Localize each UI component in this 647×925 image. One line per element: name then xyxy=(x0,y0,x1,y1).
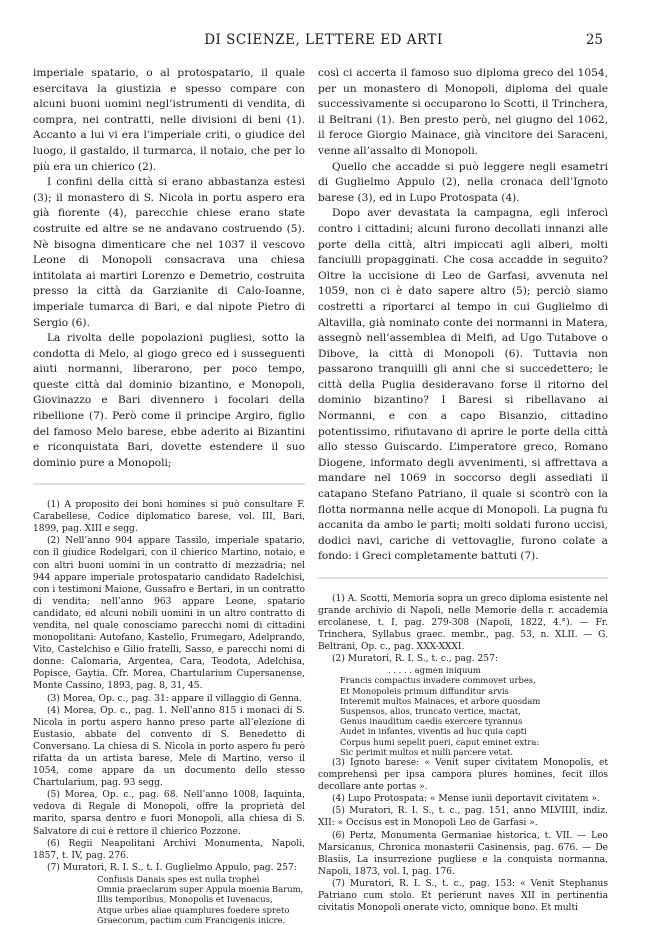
body-paragraph: Dopo aver devastata la campagna, egli inferocì contro i cittadini; alcuni furono decollati innanzi alle porte della città, altri impiccati agli alberi, molti fanciulli propagginati. Che cosa accadde in seguito? Oltre la uccisione di Leo de Garfasi, avvenuta nel 1059, non ci è dato sapere altro (5); perciò siamo costretti a riportarci al tempo in cui Guglielmo di Altavilla, già nominato conte dei normanni in Matera, assegnò nell’assemblea di Melfi, ad Ugo Tutabove o Dibove, la città di Monopoli (6). Tuttavia non passarono tranquilli gli anni che si succedettero; le città della Puglia desideravano forse il ritorno del dominio bizantino? I Baresi si ribellavano ai Normanni, e con a capo Bisanzio, cittadino potentissimo, rifiutavano di aprire le porte della città allo stesso Guiscardo. L’imperatore greco, Romano Diogene, informato degli avvenimenti, si affrettava a mandare nel 1069 in soccorso degli assediati il catapano Stefano Patriano, il quale si scontrò con la flotta normanna nelle acque di Monopoli. La pugna fu accanita da ambo le parti; molti soldati furono uccisi, dodici navi, cariche di vettovaglie, furono colate a fondo: i Greci completamente battuti (7). xyxy=(318,207,608,563)
verse-line: Confusis Danais spes est nulla tropheì xyxy=(97,873,260,884)
body-paragraph: La rivolta delle popolazioni pugliesi, sotto la condotta di Melo, al giogo greco ed i susseguenti aiuti normanni, liberarono, per poco tempo, queste città dal dominio bizantino, e Monopoli, Giovinazzo e Bari divennero i focolari della ribellione (7). Però come il principe Argiro, figlio del famoso Melo barese, ebbe aderito ai Bizantini e riconquistata Bari, dovette estendere il suo dominio pure a Monopoli; xyxy=(33,332,305,469)
verse-quotation xyxy=(33,874,305,925)
verse-quotation xyxy=(318,665,608,757)
footnote: (5) Morea, Op. c., pag. 68. Nell’anno 1008, Iaquinta, vedova di Regale di Monopoli, offre la proprietà del marito, sparsa dentro e fuori Monopoli, alla chiesa di S. Salvatore di cui è rettore il chierico Pozzone. xyxy=(33,790,305,837)
footnote: (6) Pertz, Monumenta Germaniae historica, t. VII. — Leo Marsicanus, Chronica monasterii Casinensis, pag. 676. — De Blasiis, La insurrezione pugliese e la conquista normanna, Napoli, 1873, vol. I, pag. 176. xyxy=(318,830,608,877)
page-number: 25 xyxy=(585,32,603,48)
verse-line: . . . . . agmen iniquum xyxy=(388,665,481,676)
footnote: (4) Lupo Protospata: « Mense iunii deportavit civitatem ». xyxy=(332,794,600,805)
verse-line: Et Monopoleis primum diffunditur arvis xyxy=(340,685,509,696)
verse-line: Omnia praeclarum super Appula moenia Barum, xyxy=(97,884,304,895)
footnote: (7) Muratori, R. I. S., t. I. Guglielmo Appulo, pag. 257: xyxy=(47,862,297,873)
footnote: (7) Muratori, R. I. S., t. c., pag. 153: « Venit Stephanus Patriano cum stolo. Et perierunt naves XII in pertinentia civitatis Monopoli onerate victo, omnique bono. Et multi xyxy=(318,878,608,914)
running-header xyxy=(0,32,647,52)
verse-line: Graecorum, pactum cum Francigenis inicre. xyxy=(97,914,286,925)
verse-line: Suspensos, alios, truncato vertice, mactat, xyxy=(340,705,521,716)
left-column xyxy=(33,66,305,925)
verse-line: Sic perimit multos et nulli parcere vetat. xyxy=(340,746,513,757)
right-column xyxy=(318,66,608,914)
footnote: (3) Morea, Op. c., pag. 31: appare il villaggio di Genna. xyxy=(47,693,302,704)
verse-line: Francis compactus invadere commovet urbes, xyxy=(340,675,536,686)
body-paragraph: così ci accerta il famoso suo diploma greco del 1054, per un monastero di Monopoli, diploma del quale successivamente si occuparono lo Scotti, il Trinchera, il Beltrani (1). Ben presto però, nel giugno del 1062, il feroce Giorgio Mainace, già vincitore dei Saraceni, venne all’assalto di Monopoli. xyxy=(318,67,608,157)
footnote: (6) Regii Neapolitani Archivi Monumenta, Napoli, 1857, t. IV, pag. 276. xyxy=(33,838,305,861)
footnote: (4) Morea, Op. c., pag. 1. Nell’anno 815 i monaci di S. Nicola in portu aspero hanno preso parte all’elezione di Eustasio, abbate del convento di S. Benedetto di Conversano. La chiesa di S. Nicola in porto aspero fu però rifatta da un artista barese, Mele di Martino, verso il 1054, come appare da un documento dello stesso Chartularium, pag. 93 segg. xyxy=(33,705,305,789)
verse-line: Illis temporibus, Monopolis et Iuvenacus, xyxy=(97,894,273,905)
footnote: (3) Ignoto barese: « Venit super civitatem Monopolis, et comprehensi per ipsa campora plures homines, fecit illos decollare ante portas ». xyxy=(318,757,608,793)
verse-line: Genus inauditum caedis exercere tyrannus xyxy=(340,716,523,727)
running-title: DI SCIENZE, LETTERE ED ARTI xyxy=(204,32,443,48)
footnote: (2) Nell’anno 904 appare Tassilo, imperiale spatario, con il giudice Rodelgari, con il chierico Martino, notaio, e con altri buoni uomini in un contratto di mezzadria; nel 944 appare imperiale protospatario candidato Radelchisi, con i testimoni Maione, Gussafro e Bertari, in un contratto di vendita; nell’anno 963 appare Leone, spatario candidato, ed alcuni nobili uomini in un altro contratto di vendita, nel quale conosciamo parecchi nomi di cittadini monopolitani: Autofano, Kastello, Frumegaro, Adelprando, Vito, Castelchiso e Gilio fratelli, Sasso, e parecchi nomi di donne: Calomaria, Argentea, Cara, Teodota, Adelchisa, Popisce, Gaytia. Cfr. Morea, Chartularium Cupersanense, Monte Cassino, 1893, pag. 8, 31, 45. xyxy=(33,536,305,692)
verse-line: Interemit multos Mainaces, et arbore quosdam xyxy=(340,695,541,706)
footnotes xyxy=(318,593,608,915)
verse-line: Corpus humi sepelit pueri, caput eminet extra: xyxy=(340,736,540,747)
body-paragraph: Quello che accadde si può leggere negli esametri di Guglielmo Appulo (2), nella cronaca dell’Ignoto barese (3), ed in Lupo Protospata (4). xyxy=(318,160,608,204)
footnote: (5) Muratori, R. I. S., t. c., pag. 151, anno MLVIIII, indiz. XII: « Occisus est in Monopoli Leo de Garfasi ». xyxy=(318,806,608,829)
body-paragraph: imperiale spatario, o al protospatario, il quale esercitava la giustizia e spesso compare con alcuni buoni uomini negl’istrumenti di vendita, di compra, nei contratti, nelle divisioni di beni (1). Accanto a lui vi era l’imperiale criti, o giudice del luogo, il gastaldo, il turmarca, il notaio, che per lo più era un chierico (2). xyxy=(33,67,305,173)
footnotes xyxy=(33,499,305,925)
footnote: (2) Muratori, R. I. S., t. c., pag. 257: xyxy=(332,654,498,665)
verse-line: Atque urbes aliae quamplures foedere spreto xyxy=(97,904,290,915)
footnote: (1) A. Scotti, Memoria sopra un greco diploma esistente nel grande archivio di Napoli, nelle Memorie della r. accademia ercolanese, t. I, pag. 279-308 (Napoli, 1822, 4.°). — Fr. Trinchera, Syllabus graec. membr., pag. 53, n. XLII. — G. Beltrani, Op. c., pag. XXX-XXXI. xyxy=(318,593,608,652)
footnote-divider xyxy=(33,483,305,485)
footnote: (1) A proposito dei boni homines si può consultare F. Carabellese, Codice diplomatico barese, vol. III, Bari, 1899, pag. XIII e segg. xyxy=(33,500,305,535)
verse-line: Audet in infantes, viventis ad huc quia capti xyxy=(340,726,527,737)
body-paragraph: I confini della città si erano abbastanza estesi (3); il monastero di S. Nicola in portu aspero era già fiorente (4), parecchie chiese erano state costruite ed altre se ne andavano costruendo (5). Nè bisogna dimenticare che nel 1037 il vescovo Leone di Monopoli consacrava una chiesa intitolata ai martiri Lorenzo e Demetrio, costruita presso la città da Garzianite di Calo-Ioanne, imperiale tumarca di Bari, e dal nipote Pietro di Sergio (6). xyxy=(33,176,305,329)
footnote-divider xyxy=(318,577,608,579)
